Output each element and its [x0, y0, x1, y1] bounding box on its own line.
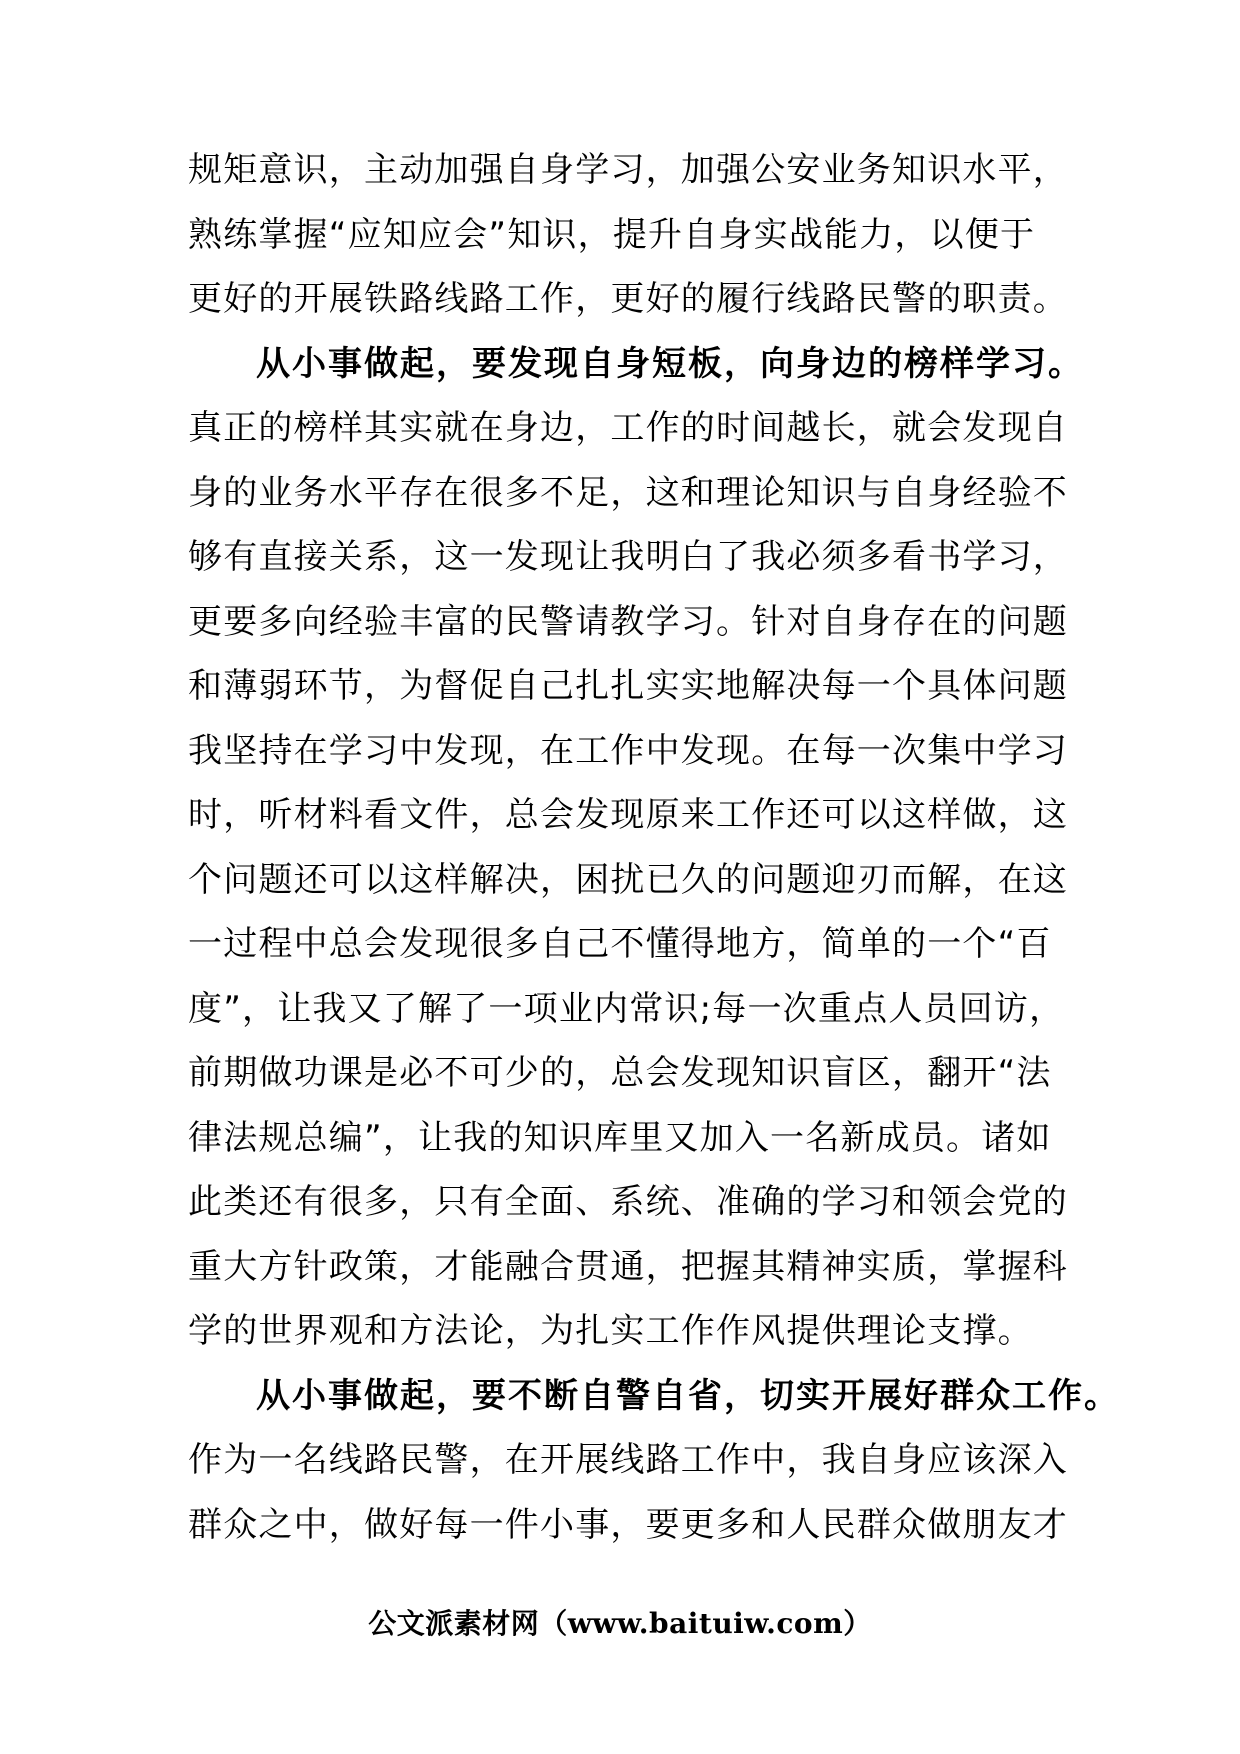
section-heading: 从小事做起，要不断自警自省，切实开展好群众工作。	[256, 1375, 1120, 1416]
text-line: 一过程中总会发现很多自己不懂得地方，简单的一个“百	[188, 924, 1052, 964]
section-heading: 从小事做起，要发现自身短板，向身边的榜样学习。	[256, 343, 1084, 384]
text-line: 此类还有很多，只有全面、系统、准确的学习和领会党的	[188, 1182, 1068, 1222]
text-line: 时，听材料看文件，总会发现原来工作还可以这样做，这	[188, 795, 1068, 835]
text-line: 重大方针政策，才能融合贯通，把握其精神实质，掌握科	[188, 1246, 1068, 1287]
text-line: 熟练掌握“应知应会”知识，提升自身实战能力，以便于	[188, 214, 1036, 255]
text-line: 够有直接关系，这一发现让我明白了我必须多看书学习，	[188, 537, 1068, 577]
text-line: 作为一名线路民警，在开展线路工作中，我自身应该深入	[188, 1440, 1068, 1480]
text-line: 真正的榜样其实就在身边，工作的时间越长，就会发现自	[188, 408, 1068, 448]
text-line: 度”，让我又了解了一项业内常识;每一次重点人员回访，	[188, 988, 1065, 1029]
text-line: 群众之中，做好每一件小事，要更多和人民群众做朋友才	[188, 1504, 1068, 1545]
text-line: 身的业务水平存在很多不足，这和理论知识与自身经验不	[188, 472, 1068, 513]
text-line: 律法规总编”，让我的知识库里又加入一名新成员。诸如	[188, 1117, 1052, 1158]
text-line: 更好的开展铁路线路工作，更好的履行线路民警的职责。	[188, 279, 1068, 319]
footer-watermark: 公文派素材网（www.baituiw.com）	[368, 1607, 872, 1640]
text-line: 规矩意识，主动加强自身学习，加强公安业务知识水平，	[188, 150, 1068, 190]
text-line: 我坚持在学习中发现，在工作中发现。在每一次集中学习	[188, 730, 1068, 771]
text-line: 学的世界观和方法论，为扎实工作作风提供理论支撑。	[188, 1311, 1033, 1351]
text-line: 个问题还可以这样解决，困扰已久的问题迎刃而解，在这	[188, 859, 1068, 900]
text-line: 和薄弱环节，为督促自己扎扎实实地解决每一个具体问题	[188, 666, 1068, 706]
text-line: 前期做功课是必不可少的，总会发现知识盲区，翻开“法	[188, 1053, 1052, 1093]
body-text	[188, 138, 1120, 1557]
text-line: 更要多向经验丰富的民警请教学习。针对自身存在的问题	[188, 601, 1068, 642]
